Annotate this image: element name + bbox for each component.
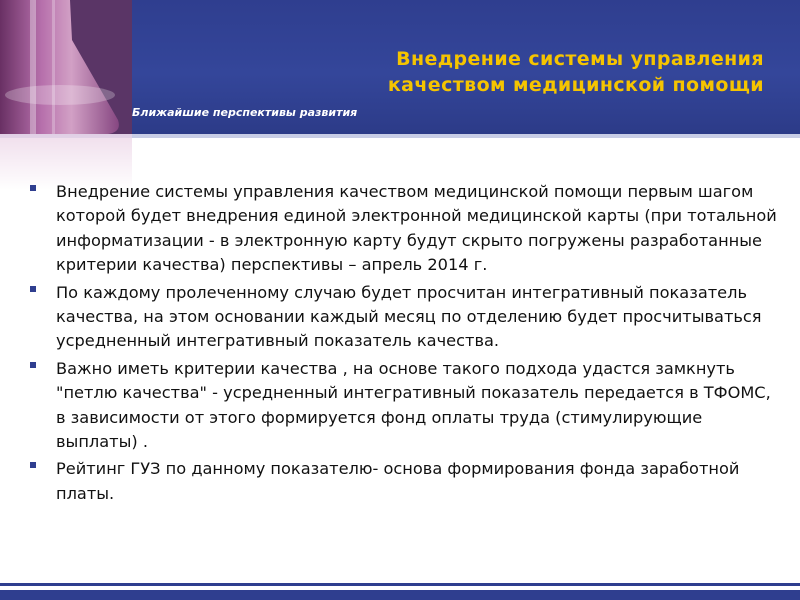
slide-title-line-2: качеством медицинской помощи	[387, 74, 764, 96]
bullet-item	[22, 357, 784, 455]
bullet-text: Важно иметь критерии качества , на основе такого подхода удастся замкнуть "петлю качества" - усредненный интегративный показатель передается в ТФОМС, в зависимости от этого формируется фонд оплаты труда (стимулирующие выплаты) .	[56, 358, 771, 452]
bullet-text: Рейтинг ГУЗ по данному показателю- основа формирования фонда заработной платы.	[56, 459, 740, 503]
slide-subtitle: Ближайшие перспективы развития	[132, 106, 358, 119]
laboratory-flask-image	[0, 0, 132, 190]
bullet-marker-icon	[30, 362, 36, 368]
bullet-text: По каждому пролеченному случаю будет просчитан интегративный показатель качества, на этом основании каждый месяц по отделению будет просчитываться усредненный интегративный показатель качества.	[56, 282, 762, 351]
bullet-list	[22, 180, 784, 509]
flask-icon	[0, 0, 132, 190]
bullet-item	[22, 457, 784, 506]
bullet-text: Внедрение системы управления качеством медицинской помощи первым шагом которой будет внедрения единой электронной медицинской карты (при тотальной информатизации - в электронную карту будут скрыто погружены разработанные критерии качества) перспективы – апрель 2014 г.	[56, 182, 777, 275]
bullet-item	[22, 180, 784, 278]
bullet-marker-icon	[30, 462, 36, 468]
bullet-item	[22, 281, 784, 354]
bullet-marker-icon	[30, 286, 36, 292]
footer-rule	[0, 583, 800, 586]
slide-title-line-1: Внедрение системы управления	[396, 48, 764, 70]
bullet-marker-icon	[30, 185, 36, 191]
footer-bar	[0, 590, 800, 600]
